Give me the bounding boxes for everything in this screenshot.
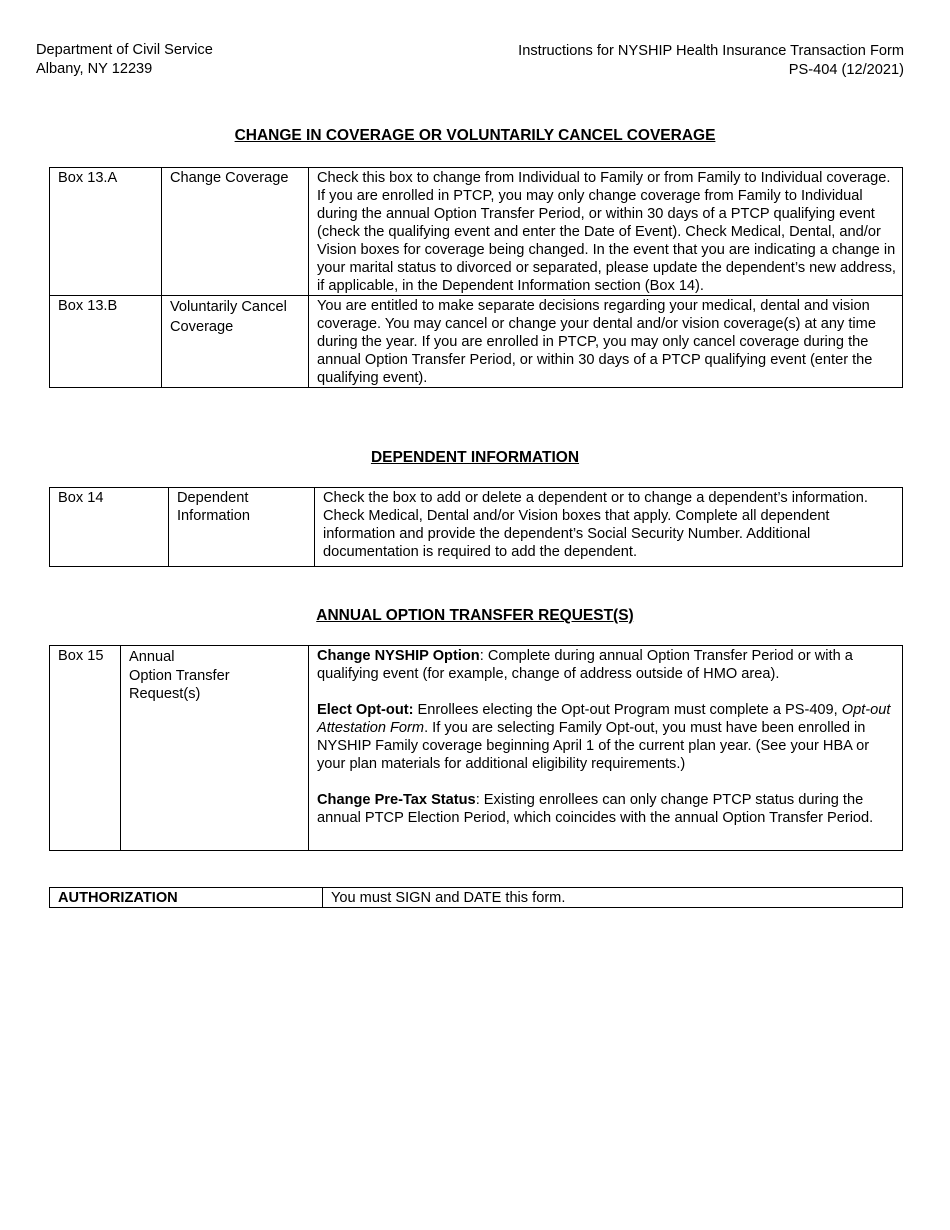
dependent-information-table [49, 487, 903, 567]
box-description: You are entitled to make separate decisions regarding your medical, dental and vision coverage. You may cancel or change your dental and/or vision coverage(s) at any time during the year. If you are enrolled in PTCP, you may only cancel coverage during the annual Option Transfer Period, or within 30 days of a PTCP qualifying event (enter the qualifying event). [309, 296, 903, 388]
annual-option-transfer-table [49, 645, 903, 851]
authorization-text: You must SIGN and DATE this form. [323, 888, 903, 908]
term-change-nyship-option: Change NYSHIP Option [317, 648, 480, 664]
box-number: Box 15 [50, 646, 121, 851]
box-label-line: Dependent [177, 490, 249, 506]
paragraph-change-pre-tax-status [317, 791, 896, 827]
paragraph-text: : Complete during annual Option Transfer Period or with a qualifying event (for example, change of address outside of HMO area). [317, 648, 853, 682]
agency-address [36, 41, 213, 79]
paragraph-elect-opt-out [317, 701, 896, 773]
box-label [121, 646, 309, 851]
change-coverage-table [49, 167, 903, 388]
section-title-dependent-information: DEPENDENT INFORMATION [370, 449, 580, 466]
form-name-opt-out-attestation: Opt-out Attestation Form [317, 702, 891, 736]
form-title: Instructions for NYSHIP Health Insurance Transaction Form [518, 43, 904, 59]
box-label-line: Information [177, 508, 251, 524]
paragraph-change-nyship-option [317, 647, 896, 683]
box-number: Box 13.A [50, 168, 162, 296]
table-row [50, 888, 903, 908]
table-row [50, 168, 903, 296]
section-title-change-coverage: CHANGE IN COVERAGE OR VOLUNTARILY CANCEL COVERAGE [234, 127, 716, 144]
agency-city: Albany, NY 12239 [36, 61, 153, 77]
table-row [50, 296, 903, 388]
paragraph-text: . If you are selecting Family Opt-out, you must have been enrolled in NYSHIP Family coverage beginning April 1 of the current plan year. (See your HBA or your plan materials for additional eligibility requirements.) [317, 720, 870, 772]
form-identifier [518, 42, 904, 80]
authorization-label [50, 888, 323, 908]
box-label-line: Option Transfer [129, 668, 230, 684]
box-label-line: Annual [129, 649, 175, 665]
box-label: Change Coverage [162, 168, 309, 296]
box-label [169, 488, 315, 567]
authorization-label-text: AUTHORIZATION [58, 890, 178, 906]
box-description: Check the box to add or delete a dependent or to change a dependent’s information. Check Medical, Dental and/or Vision boxes that apply. Complete all dependent information and provide the dependent’s Social Security Number. Additional documentation is required to add the dependent. [315, 488, 903, 567]
agency-name: Department of Civil Service [36, 42, 213, 58]
box-label-line: Request(s) [129, 686, 201, 702]
table-row [50, 646, 903, 851]
box-description [309, 646, 903, 851]
term-change-pre-tax-status: Change Pre-Tax Status [317, 792, 476, 808]
term-elect-opt-out: Elect Opt-out: [317, 702, 414, 718]
paragraph-text: : Existing enrollees can only change PTCP status during the annual PTCP Election Period, which coincides with the annual Option Transfer Period. [317, 792, 874, 826]
box-description: Check this box to change from Individual to Family or from Family to Individual coverage. If you are enrolled in PTCP, you may only change coverage from Family to Individual during the annual Option Transfer Period, or within 30 days of a PTCP qualifying event (check the qualifying event and enter the Date of Event). Check Medical, Dental, and/or Vision boxes for coverage being changed. In the event that you are indicating a change in your marital status to divorced or separated, please update the dependent’s new address, if applicable, in the Dependent Information section (Box 14). [309, 168, 903, 296]
table-row [50, 488, 903, 567]
form-number: PS-404 (12/2021) [788, 62, 904, 78]
authorization-table [49, 887, 903, 908]
box-number: Box 13.B [50, 296, 162, 388]
section-title-annual-option-transfer: ANNUAL OPTION TRANSFER REQUEST(S) [316, 607, 634, 624]
box-label: Voluntarily Cancel Coverage [162, 296, 309, 388]
paragraph-text: Enrollees electing the Opt-out Program must complete a PS-409, [413, 702, 842, 718]
box-number: Box 14 [50, 488, 169, 567]
